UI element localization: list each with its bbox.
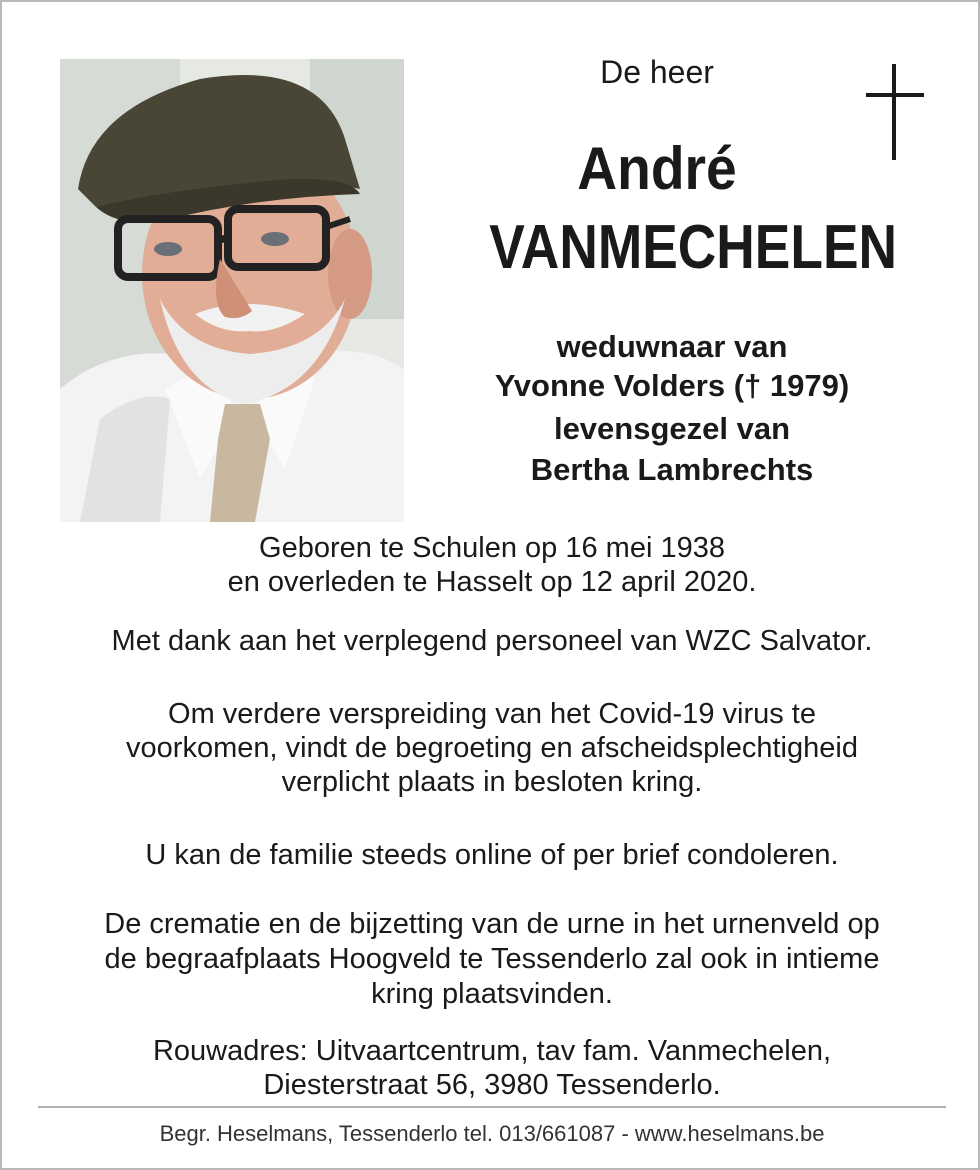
birth-line: Geboren te Schulen op 16 mei 1938 xyxy=(259,532,725,564)
cremation-line: kring plaatsvinden. xyxy=(371,978,613,1010)
condolence-text: U kan de familie steeds online of per brief condoleren. xyxy=(145,839,839,871)
address-line: Diesterstraat 56, 3980 Tessenderlo. xyxy=(263,1069,721,1101)
salutation: De heer xyxy=(600,54,714,90)
covid-line: verplicht plaats in besloten kring. xyxy=(281,766,703,798)
relation-line: Yvonne Volders († 1979) xyxy=(494,368,850,403)
last-name: VANMECHELEN xyxy=(489,213,898,282)
divider xyxy=(38,1106,946,1108)
first-name: André xyxy=(577,135,737,202)
covid-line: Om verdere verspreiding van het Covid-19 virus te xyxy=(168,698,816,730)
address-line: Rouwadres: Uitvaartcentrum, tav fam. Vanmechelen, xyxy=(152,1035,832,1067)
relation-line: Bertha Lambrechts xyxy=(530,452,814,487)
cremation-line: De crematie en de bijzetting van de urne in het urnenveld op xyxy=(104,908,880,940)
relation-line: weduwnaar van xyxy=(556,329,788,364)
funeral-director-footer: Begr. Heselmans, Tessenderlo tel. 013/661087 - www.heselmans.be xyxy=(159,1121,825,1146)
portrait-photo xyxy=(60,59,404,522)
death-line: en overleden te Hasselt op 12 april 2020. xyxy=(227,566,757,598)
relation-line: levensgezel van xyxy=(553,411,791,446)
cremation-line: de begraafplaats Hoogveld te Tessenderlo zal ook in intieme xyxy=(104,943,880,975)
covid-line: voorkomen, vindt de begroeting en afscheidsplechtigheid xyxy=(126,732,858,764)
thanks-text: Met dank aan het verplegend personeel van WZC Salvator. xyxy=(111,625,873,657)
